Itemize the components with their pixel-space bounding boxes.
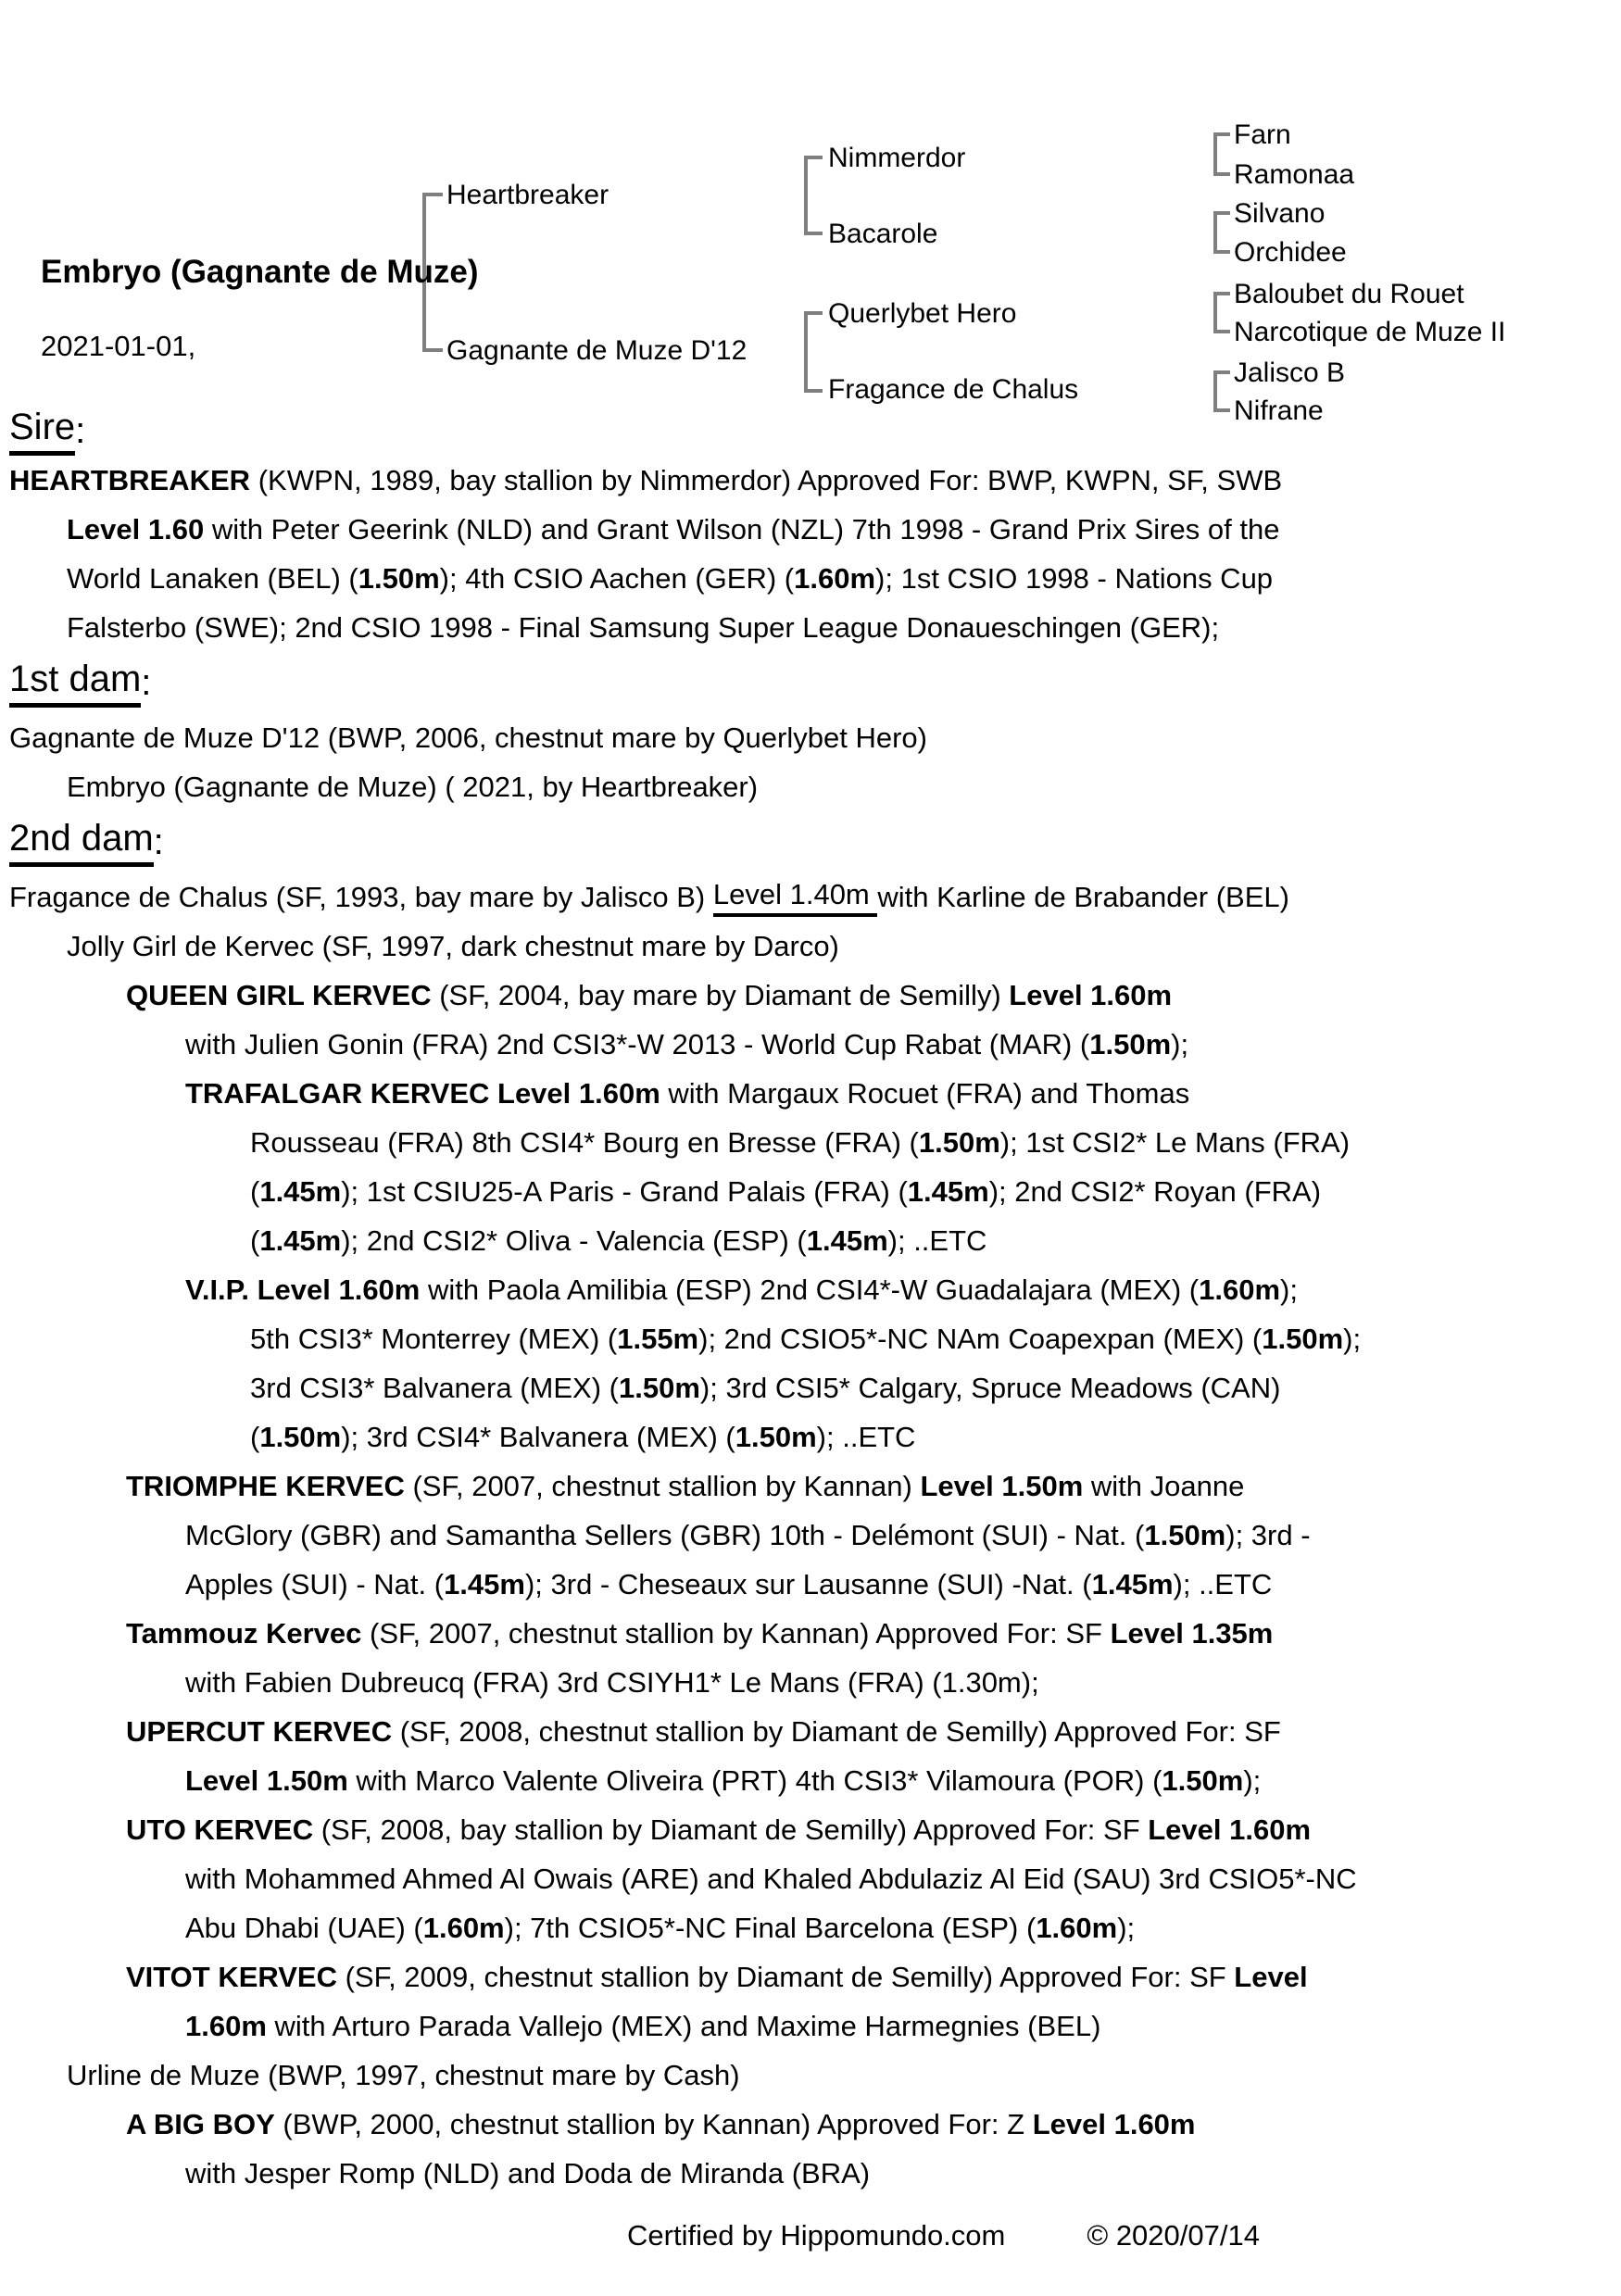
- text-segment: Tammouz Kervec: [126, 1616, 362, 1650]
- tree-connector: [1213, 211, 1230, 215]
- pedigree-text: [0, 406, 1621, 2260]
- tree-node-dam: Gagnante de Muze D'12: [446, 335, 748, 366]
- text-segment: 1.45m: [806, 1223, 888, 1257]
- text-segment: 1.45m: [259, 1223, 342, 1257]
- text-segment: (KWPN, 1989, bay stallion by Nimmerdor) Approved For: BWP, KWPN, SF, SWB: [250, 463, 1283, 496]
- text-segment: UPERCUT KERVEC: [126, 1714, 393, 1748]
- text-segment: ); 7th CSIO5*-NC Final Barcelona (ESP) (: [504, 1911, 1037, 1944]
- tree-connector: [1213, 172, 1230, 176]
- text-segment: with Paola Amilibia (ESP) 2nd CSI4*-W Guadalajara (MEX) (: [420, 1273, 1200, 1306]
- text-segment: ); 1st CSI2* Le Mans (FRA): [999, 1125, 1351, 1159]
- text-segment: );: [1171, 1027, 1189, 1060]
- pedigree-line: [0, 872, 1621, 922]
- pedigree-line: [0, 1412, 1621, 1462]
- text-segment: Level 1.60m: [1032, 2107, 1196, 2140]
- text-segment: with Karline de Brabander (BEL): [877, 880, 1289, 913]
- text-segment: Abu Dhabi (UAE) (: [185, 1911, 423, 1944]
- text-segment: Falsterbo (SWE); 2nd CSIO 1998 - Final Samsung Super League Donaueschingen (GER);: [67, 610, 1220, 644]
- pedigree-line: [0, 1854, 1621, 1903]
- text-segment: Sire: [9, 407, 75, 456]
- pedigree-line: [0, 1756, 1621, 1805]
- text-segment: ); ..ETC: [887, 1223, 987, 1257]
- pedigree-line: [0, 971, 1621, 1020]
- text-segment: ); 2nd CSIO5*-NC NAm Coapexpan (MEX) (: [698, 1322, 1263, 1355]
- section-heading: [0, 652, 1621, 713]
- tree-connector: [422, 193, 443, 196]
- section-heading: [0, 811, 1621, 872]
- text-segment: Fragance de Chalus (SF, 1993, bay mare by Jalisco B): [9, 880, 713, 913]
- text-segment: 5th CSI3* Monterrey (MEX) (: [250, 1322, 618, 1355]
- tree-node-sire-sire: Nimmerdor: [828, 143, 966, 173]
- text-segment: ); ..ETC: [1173, 1567, 1273, 1600]
- pedigree-line: [0, 1511, 1621, 1560]
- pedigree-line: [0, 505, 1621, 554]
- footer-copyright-date: © 2020/07/14: [1087, 2218, 1260, 2252]
- text-segment: with Arturo Parada Vallejo (MEX) and Maxime Harmegnies (BEL): [266, 2009, 1101, 2042]
- text-segment: 1.45m: [444, 1567, 525, 1600]
- text-segment: 1.50m: [1089, 1027, 1172, 1060]
- text-segment: ); 3rd -: [1225, 1518, 1311, 1551]
- text-segment: 1.45m: [1091, 1567, 1174, 1600]
- text-segment: Embryo (Gagnante de Muze) ( 2021, by Heartbreaker): [67, 770, 759, 803]
- tree-subject-name: Embryo (Gagnante de Muze): [41, 254, 479, 290]
- text-segment: with Marco Valente Oliveira (PRT) 4th CSI3* Vilamoura (POR) (: [347, 1763, 1162, 1797]
- text-segment: TRAFALGAR KERVEC Level 1.60m: [185, 1076, 660, 1110]
- pedigree-line: [0, 2149, 1621, 2198]
- text-segment: 1.50m: [259, 1420, 342, 1453]
- pedigree-line: [0, 1363, 1621, 1412]
- text-segment: Jolly Girl de Kervec (SF, 1997, dark chestnut mare by Darco): [67, 929, 839, 962]
- pedigree-line: [0, 554, 1621, 603]
- pedigree-line: [0, 1462, 1621, 1511]
- tree-node-gen4-3: Silvano: [1234, 198, 1326, 229]
- pedigree-line: [0, 1903, 1621, 1952]
- tree-connector: [1213, 132, 1217, 176]
- text-segment: :: [141, 661, 152, 703]
- pedigree-line: [0, 1609, 1621, 1658]
- tree-subject-birthdate: 2021-01-01,: [41, 330, 196, 362]
- text-segment: with Jesper Romp (NLD) and Doda de Miranda (BRA): [185, 2156, 871, 2189]
- text-segment: A BIG BOY: [126, 2107, 275, 2140]
- pedigree-line: [0, 1658, 1621, 1707]
- pedigree-line: [0, 1805, 1621, 1854]
- text-segment: 2nd dam: [9, 818, 154, 867]
- tree-connector: [422, 348, 443, 352]
- text-segment: 1.45m: [259, 1174, 342, 1208]
- text-segment: 1.50m: [358, 561, 440, 595]
- text-segment: HEARTBREAKER: [9, 463, 251, 496]
- text-segment: 1.50m: [918, 1125, 1000, 1159]
- text-segment: V.I.P. Level 1.60m: [185, 1273, 421, 1306]
- pedigree-line: [0, 713, 1621, 762]
- tree-connector: [1213, 132, 1230, 136]
- text-segment: 1.60m: [794, 561, 876, 595]
- text-segment: );: [1117, 1911, 1136, 1944]
- text-segment: with Julien Gonin (FRA) 2nd CSI3*-W 2013 - World Cup Rabat (MAR) (: [185, 1027, 1090, 1060]
- text-segment: Level 1.50m: [185, 1763, 348, 1797]
- tree-node-gen4-7: Jalisco B: [1234, 358, 1346, 388]
- pedigree-line: [0, 456, 1621, 505]
- text-segment: ); 2nd CSI2* Oliva - Valencia (ESP) (: [341, 1223, 807, 1257]
- text-segment: 1.60m: [1199, 1273, 1281, 1306]
- text-segment: Level: [1234, 1960, 1308, 1993]
- text-segment: 1.60m: [185, 2009, 267, 2042]
- pedigree-line: [0, 2051, 1621, 2100]
- tree-node-dam-dam: Fragance de Chalus: [828, 374, 1079, 405]
- text-segment: 1st dam: [9, 659, 141, 708]
- tree-connector: [804, 311, 808, 393]
- text-segment: 1.45m: [907, 1174, 989, 1208]
- text-segment: ); ..ETC: [816, 1420, 916, 1453]
- text-segment: ); 1st CSIO 1998 - Nations Cup: [875, 561, 1274, 595]
- text-segment: ); 4th CSIO Aachen (GER) (: [439, 561, 795, 595]
- certificate-footer: [0, 2211, 1621, 2260]
- text-segment: ); 2nd CSI2* Royan (FRA): [988, 1174, 1322, 1208]
- pedigree-line: [0, 1069, 1621, 1118]
- text-segment: Apples (SUI) - Nat. (: [185, 1567, 445, 1600]
- tree-connector: [804, 389, 823, 393]
- text-segment: (BWP, 2000, chestnut stallion by Kannan) Approved For: Z: [274, 2107, 1033, 2140]
- pedigree-line: [0, 1707, 1621, 1756]
- text-segment: Rousseau (FRA) 8th CSI4* Bourg en Bresse (FRA) (: [250, 1125, 919, 1159]
- tree-node-sire-dam: Bacarole: [828, 219, 938, 249]
- pedigree-line: [0, 1314, 1621, 1363]
- pedigree-line: [0, 1020, 1621, 1069]
- tree-node-gen4-2: Ramonaa: [1234, 159, 1355, 190]
- pedigree-line: [0, 1560, 1621, 1609]
- text-segment: (: [250, 1223, 260, 1257]
- tree-node-gen4-1: Farn: [1234, 119, 1291, 150]
- text-segment: 1.50m: [618, 1371, 700, 1404]
- text-segment: (SF, 2009, chestnut stallion by Diamant de Semilly) Approved For: SF: [336, 1960, 1235, 1993]
- text-segment: ); 3rd - Cheseaux sur Lausanne (SUI) -Nat. (: [524, 1567, 1092, 1600]
- text-segment: Level 1.40m: [713, 878, 878, 917]
- pedigree-line: [0, 1265, 1621, 1314]
- text-segment: Level 1.50m: [920, 1469, 1084, 1502]
- text-segment: ); 3rd CSI4* Balvanera (MEX) (: [341, 1420, 735, 1453]
- tree-connector: [804, 156, 808, 235]
- text-segment: :: [75, 409, 86, 451]
- text-segment: );: [1280, 1273, 1298, 1306]
- text-segment: (SF, 2004, bay mare by Diamant de Semilly): [431, 978, 1010, 1011]
- text-segment: ); 3rd CSI5* Calgary, Spruce Meadows (CAN): [699, 1371, 1281, 1404]
- text-segment: QUEEN GIRL KERVEC: [126, 978, 432, 1011]
- tree-node-gen4-4: Orchidee: [1234, 237, 1347, 268]
- pedigree-line: [0, 762, 1621, 811]
- text-segment: Level 1.60m: [1009, 978, 1173, 1011]
- text-segment: (: [250, 1174, 260, 1208]
- text-segment: with Mohammed Ahmed Al Owais (ARE) and Khaled Abdulaziz Al Eid (SAU) 3rd CSIO5*-NC: [185, 1862, 1357, 1895]
- tree-connector: [1213, 211, 1217, 254]
- text-segment: (SF, 2007, chestnut stallion by Kannan) Approved For: SF: [361, 1616, 1111, 1650]
- text-segment: with Joanne: [1083, 1469, 1245, 1502]
- tree-connector: [1213, 370, 1230, 374]
- text-segment: 1.50m: [1144, 1518, 1226, 1551]
- text-segment: Level 1.60m: [1148, 1813, 1312, 1846]
- footer-certified-text: Certified by Hippomundo.com: [627, 2218, 1006, 2252]
- text-segment: (SF, 2007, chestnut stallion by Kannan): [404, 1469, 921, 1502]
- text-segment: Level 1.35m: [1110, 1616, 1274, 1650]
- pedigree-line: [0, 2001, 1621, 2051]
- text-segment: 1.50m: [1262, 1322, 1344, 1355]
- tree-connector: [804, 232, 823, 235]
- text-segment: );: [1343, 1322, 1362, 1355]
- text-segment: 3rd CSI3* Balvanera (MEX) (: [250, 1371, 619, 1404]
- text-segment: TRIOMPHE KERVEC: [126, 1469, 405, 1502]
- text-segment: 1.50m: [735, 1420, 817, 1453]
- text-segment: with Fabien Dubreucq (FRA) 3rd CSIYH1* Le Mans (FRA) (1.30m);: [185, 1665, 1039, 1699]
- text-segment: McGlory (GBR) and Samantha Sellers (GBR) 10th - Delémont (SUI) - Nat. (: [185, 1518, 1145, 1551]
- pedigree-line: [0, 1216, 1621, 1265]
- text-segment: 1.50m: [1162, 1763, 1244, 1797]
- section-heading: [0, 406, 1621, 456]
- tree-node-dam-sire: Querlybet Hero: [828, 298, 1017, 329]
- tree-node-gen4-8: Nifrane: [1234, 395, 1324, 426]
- text-segment: 1.60m: [1036, 1911, 1118, 1944]
- text-segment: Gagnante de Muze D'12 (BWP, 2006, chestnut mare by Querlybet Hero): [9, 721, 927, 754]
- text-segment: Urline de Muze (BWP, 1997, chestnut mare by Cash): [67, 2058, 740, 2091]
- text-segment: Level 1.60: [67, 512, 205, 546]
- tree-node-gen4-5: Baloubet du Rouet: [1234, 279, 1464, 309]
- tree-connector: [1213, 292, 1217, 333]
- tree-connector: [804, 311, 823, 315]
- pedigree-line: [0, 2100, 1621, 2149]
- text-segment: (SF, 2008, chestnut stallion by Diamant de Semilly) Approved For: SF: [392, 1714, 1281, 1748]
- text-segment: with Margaux Rocuet (FRA) and Thomas: [660, 1076, 1190, 1110]
- tree-connector: [1213, 250, 1230, 254]
- tree-node-gen4-6: Narcotique de Muze II: [1234, 317, 1506, 347]
- text-segment: );: [1243, 1763, 1262, 1797]
- text-segment: (: [250, 1420, 260, 1453]
- text-segment: ); 1st CSIU25-A Paris - Grand Palais (FRA) (: [341, 1174, 908, 1208]
- text-segment: (SF, 2008, bay stallion by Diamant de Semilly) Approved For: SF: [313, 1813, 1149, 1846]
- tree-connector: [1213, 330, 1230, 333]
- pedigree-line: [0, 1118, 1621, 1167]
- pedigree-line: [0, 922, 1621, 971]
- pedigree-line: [0, 1952, 1621, 2001]
- text-segment: 1.60m: [422, 1911, 505, 1944]
- tree-connector: [804, 156, 823, 159]
- text-segment: 1.55m: [617, 1322, 699, 1355]
- text-segment: :: [153, 821, 164, 862]
- pedigree-line: [0, 1167, 1621, 1216]
- tree-connector: [1213, 292, 1230, 295]
- text-segment: UTO KERVEC: [126, 1813, 314, 1846]
- pedigree-line: [0, 603, 1621, 652]
- text-segment: VITOT KERVEC: [126, 1960, 337, 1993]
- text-segment: World Lanaken (BEL) (: [67, 561, 358, 595]
- text-segment: with Peter Geerink (NLD) and Grant Wilson (NZL) 7th 1998 - Grand Prix Sires of the: [204, 512, 1280, 546]
- tree-node-sire: Heartbreaker: [446, 180, 609, 210]
